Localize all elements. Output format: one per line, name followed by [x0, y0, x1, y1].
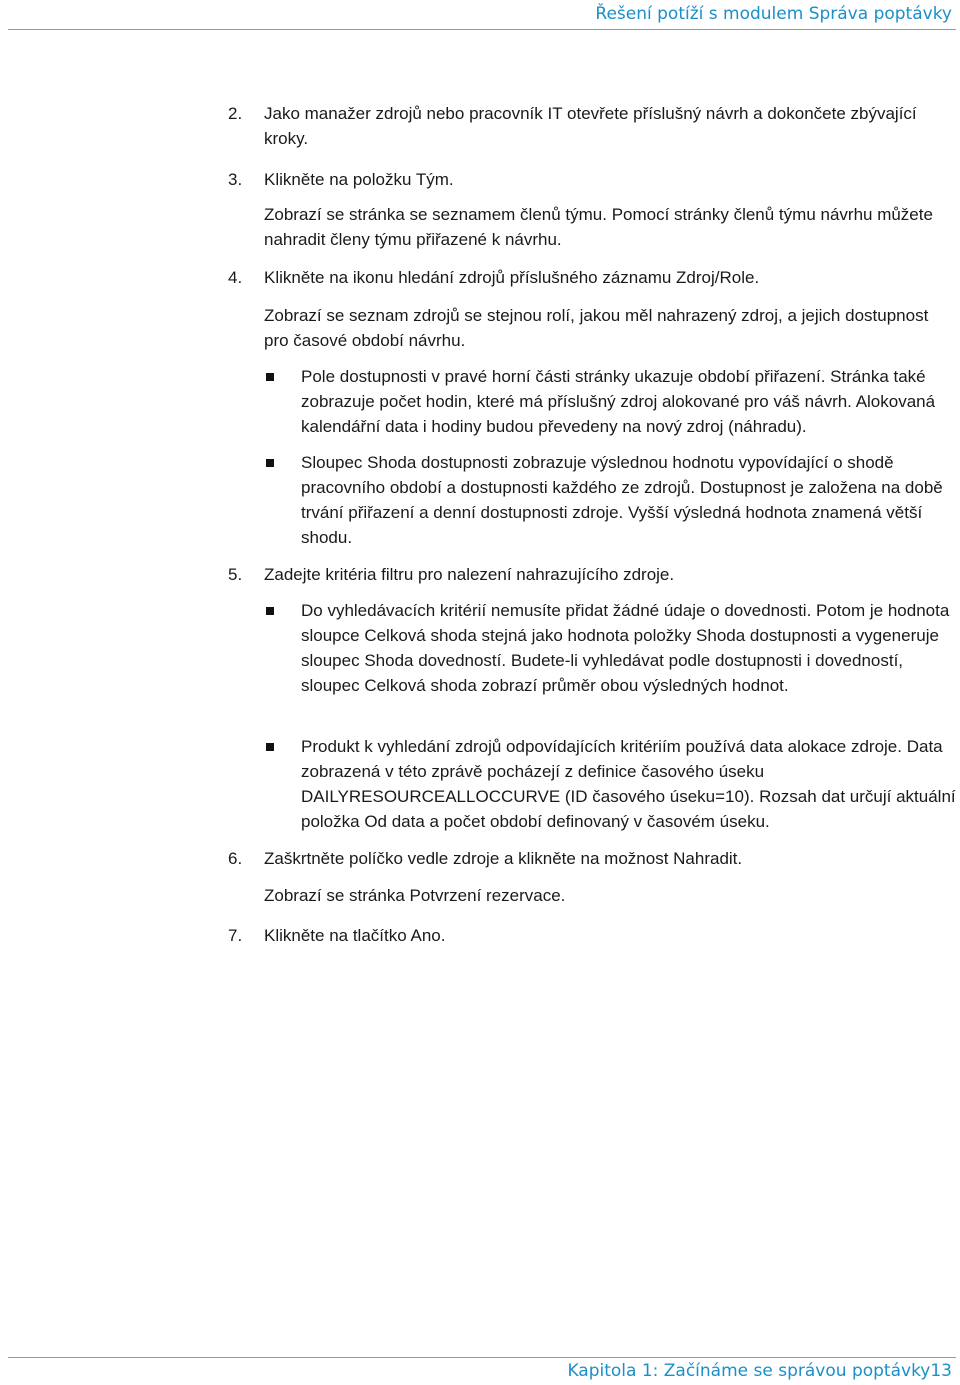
- square-bullet-icon: [266, 459, 274, 467]
- step-text: Klikněte na ikonu hledání zdrojů příslušného záznamu Zdroj/Role.: [264, 268, 760, 287]
- running-footer-title: Kapitola 1: Začínáme se správou poptávky13: [567, 1361, 952, 1381]
- step-4-info: Zobrazí se seznam zdrojů se stejnou rolí, jakou měl nahrazený zdroj, a jejich dostupnost pro časové období návrhu.: [264, 306, 929, 350]
- step-number: 5.: [228, 565, 243, 584]
- step-number: 7.: [228, 926, 243, 945]
- step-text: Jako manažer zdrojů nebo pracovník IT otevřete příslušný návrh a dokončete zbývající kroky.: [264, 104, 917, 148]
- footer-divider: [8, 1357, 956, 1358]
- step-text: Zaškrtněte políčko vedle zdroje a klikněte na možnost Nahradit.: [264, 849, 743, 868]
- square-bullet-icon: [266, 743, 274, 751]
- header-divider: [8, 29, 956, 30]
- step-text: Zadejte kritéria filtru pro nalezení nahrazujícího zdroje.: [264, 565, 675, 584]
- bullet-text: Sloupec Shoda dostupnosti zobrazuje výslednou hodnotu vypovídající o shodě pracovního období a dostupnosti každého ze zdrojů. Dostupnost je založena na době trvání přiřazení a denní dostupnosti zdroje. Vyšší výsledná hodnota znamená větší shodu.: [301, 453, 943, 547]
- step-text: Klikněte na položku Tým.: [264, 170, 454, 189]
- step-number: 6.: [228, 849, 243, 868]
- square-bullet-icon: [266, 373, 274, 381]
- step-number: 2.: [228, 104, 243, 123]
- step-3-info: Zobrazí se stránka se seznamem členů týmu. Pomocí stránky členů týmu návrhu můžete nahradit členy týmu přiřazené k návrhu.: [264, 205, 933, 249]
- step-number: 4.: [228, 268, 243, 287]
- step-6-info: Zobrazí se stránka Potvrzení rezervace.: [264, 886, 566, 905]
- step-number: 3.: [228, 170, 243, 189]
- bullet-text: Do vyhledávacích kritérií nemusíte přidat žádné údaje o dovednosti. Potom je hodnota sloupce Celková shoda stejná jako hodnota položky Shoda dostupnosti a vygeneruje sloupec Shoda dovedností. Budete-li vyhledávat podle dostupnosti i dovedností, sloupec Celková shoda zobrazí průměr obou výsledných hodnot.: [301, 601, 950, 695]
- bullet-text: Produkt k vyhledání zdrojů odpovídajících kritériím používá data alokace zdroje. Data zobrazená v této zprávě pocházejí z definice časového úseku DAILYRESOURCEALLOCCURVE (ID časového úseku=10). Rozsah dat určují aktuální položka Od data a počet období definovaný v časovém úseku.: [301, 737, 956, 831]
- square-bullet-icon: [266, 607, 274, 615]
- running-header-title: Řešení potíží s modulem Správa poptávky: [595, 4, 952, 24]
- step-text: Klikněte na tlačítko Ano.: [264, 926, 446, 945]
- bullet-text: Pole dostupnosti v pravé horní části stránky ukazuje období přiřazení. Stránka také zobrazuje počet hodin, které má příslušný zdroj alokované pro váš návrh. Alokovaná kalendářní data i hodiny budou převedeny na nový zdroj (náhradu).: [301, 367, 936, 436]
